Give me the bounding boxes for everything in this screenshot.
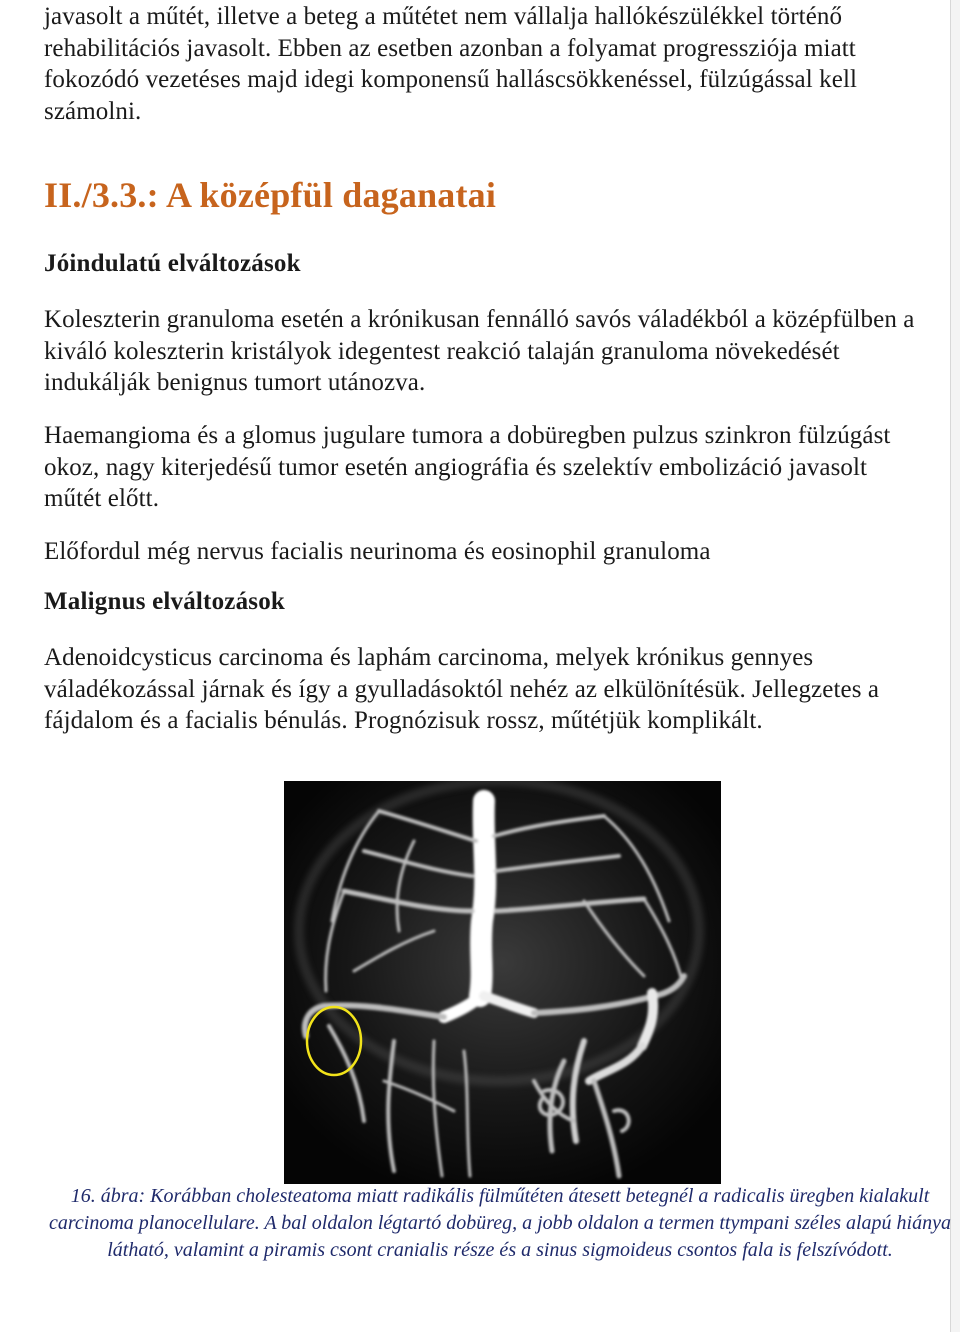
page-right-edge [951,0,960,1332]
intro-paragraph: javasolt a műtét, illetve a beteg a műtétet nem vállalja hallókészülékkel történő rehabilitációs javasolt. Ebben az esetben azonban a folyamat progressziója miatt fokozódó vezetéses majd idegi komponensű halláscsökkenéssel, fülzúgással kell számolni. [44,3,858,125]
malignant-heading: Malignus elváltozások [44,588,286,615]
benign-heading: Jóindulatú elváltozások [44,250,301,277]
benign-paragraph-other: Előfordul még nervus facialis neurinoma és eosinophil granuloma [44,538,711,565]
malignant-paragraph: Adenoidcysticus carcinoma és laphám carcinoma, melyek krónikus gennyes váladékozással járnak és így a gyulladásoktól nehéz az elkülönítésük. Jellegzetes a fájdalom és a facialis bénulás. Prognózisuk rossz, műtétjük komplikált. [44,644,880,734]
angiography-svg [284,781,721,1184]
section-title: II./3.3.: A középfül daganatai [44,175,497,215]
benign-paragraph-cholesterol: Koleszterin granuloma esetén a krónikusan fennálló savós váladékból a középfülben a kiváló koleszterin kristályok idegentest reakció talaján granuloma növekedését indukálják benignus tumort utánozva. [44,306,915,396]
figure-caption: 16. ábra: Korábban cholesteatoma miatt radikális fülműtéten átesett betegnél a radicalis üregben kialakult carcinoma planocellulare. A bal oldalon légtartó dobüreg, a jobb oldalon a termen ttympani széles alapú hiánya látható, valamint a piramis csont cranialis része és a sinus sigmoideus csontos fala is felszívódott. [49,1185,951,1261]
benign-paragraph-haemangioma: Haemangioma és a glomus jugulare tumora a dobüregben pulzus szinkron fülzúgást okoz, nagy kiterjedésű tumor esetén angiográfia és szelektív embolizáció javasolt műtét előtt. [44,422,891,512]
angiography-image [284,781,721,1184]
